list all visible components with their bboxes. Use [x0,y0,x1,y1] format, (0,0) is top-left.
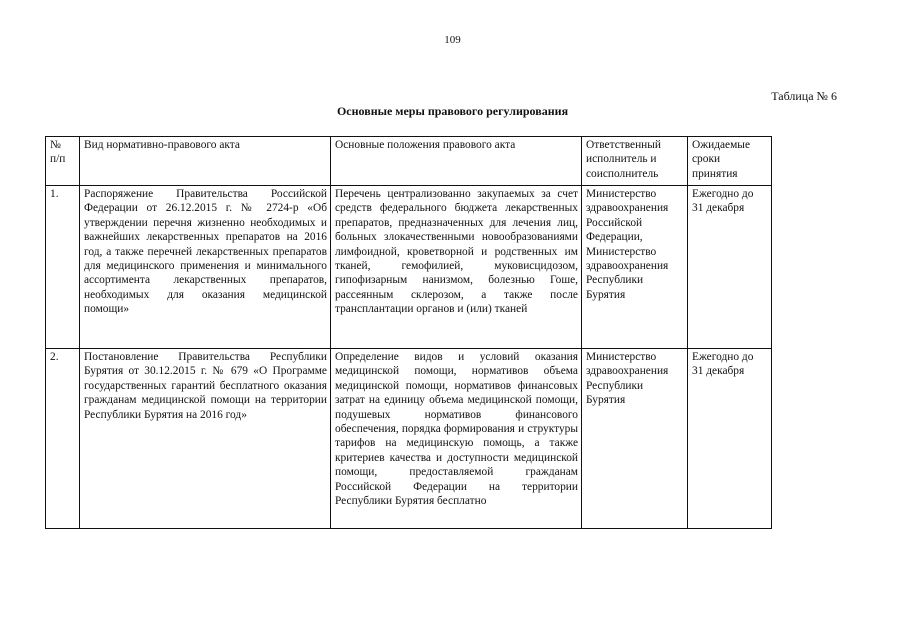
row-num: 1. [46,186,80,349]
header-responsible [582,137,688,186]
header-deadline [688,137,772,186]
row-deadline [688,186,772,349]
page-number: 109 [444,34,461,46]
responsible-line: здравоохранения [586,202,669,215]
header-num [46,137,80,186]
header-responsible-line: Ответственный [586,139,662,151]
responsible-line: Бурятия [586,394,626,407]
header-num-line: № [50,139,61,151]
responsible-line: Российской [586,216,643,229]
table-header-row [46,137,772,186]
table-caption: Таблица № 6 [771,89,837,103]
header-deadline-line: сроки [692,153,721,166]
row-responsible [582,186,688,349]
row-responsible [582,349,688,529]
row-act-type: Распоряжение Правительства Российской Федерации от 26.12.2015 г. № 2724-р «Об утверждении перечня жизненно необходимых и важнейших лекарственных препаратов на 2016 год, а также перечней лекарственных препаратов для медицинского применения и минимального ассортимента лекарственных препаратов, необходимых для оказания медицинской помощи» [80,186,331,349]
header-provisions: Основные положения правового акта [331,137,582,186]
responsible-line: Министерство [586,245,657,258]
header-act-type: Вид нормативно-правового акта [80,137,331,186]
row-act-type: Постановление Правительства Республики Бурятия от 30.12.2015 г. № 679 «О Программе государственных гарантий бесплатного оказания гражданам медицинской помощи на территории Республики Бурятия на 2016 год» [80,349,331,529]
responsible-line: Бурятия [586,288,626,301]
table-row [46,186,772,349]
responsible-line: Министерство [586,351,657,363]
row-num: 2. [46,349,80,529]
header-num-line: п/п [50,153,66,166]
row-deadline [688,349,772,529]
legal-measures-table [45,136,772,529]
row-provisions: Перечень централизованно закупаемых за счет средств федерального бюджета лекарственных препаратов, предназначенных для лечения лиц, больных злокачественными новообразованиями лимфоидной, кроветворной и родственных им тканей, гемофилией, муковисцидозом, гипофизарным нанизмом, болезнью Гоше, рассеянным склерозом, а также после трансплантации органов и (или) тканей [331,186,582,349]
header-responsible-line: исполнитель и [586,153,657,166]
responsible-line: здравоохранения [586,260,669,273]
deadline-line: 31 декабря [692,202,745,215]
header-deadline-line: принятия [692,167,738,180]
responsible-line: здравоохранения [586,365,669,378]
deadline-line: Ежегодно до [692,351,754,363]
document-title: Основные меры правового регулирования [336,104,569,118]
header-deadline-line: Ожидаемые [692,139,751,151]
deadline-line: 31 декабря [692,365,745,378]
table-row [46,349,772,529]
deadline-line: Ежегодно до [692,188,754,200]
header-responsible-line: соисполнитель [586,167,659,180]
responsible-line: Федерации, [586,231,643,244]
responsible-line: Республики [586,274,644,287]
responsible-line: Республики [586,379,644,392]
responsible-line: Министерство [586,188,657,200]
row-provisions: Определение видов и условий оказания медицинской помощи, нормативов объема медицинской помощи, нормативов финансовых затрат на единицу объема медицинской помощи, подушевых нормативов финансового обеспечения, порядка формирования и структуры тарифов на медицинскую помощь, а также критериев качества и доступности медицинской помощи, предоставляемой гражданам Российской Федерации на территории Республики Бурятия бесплатно [331,349,582,529]
